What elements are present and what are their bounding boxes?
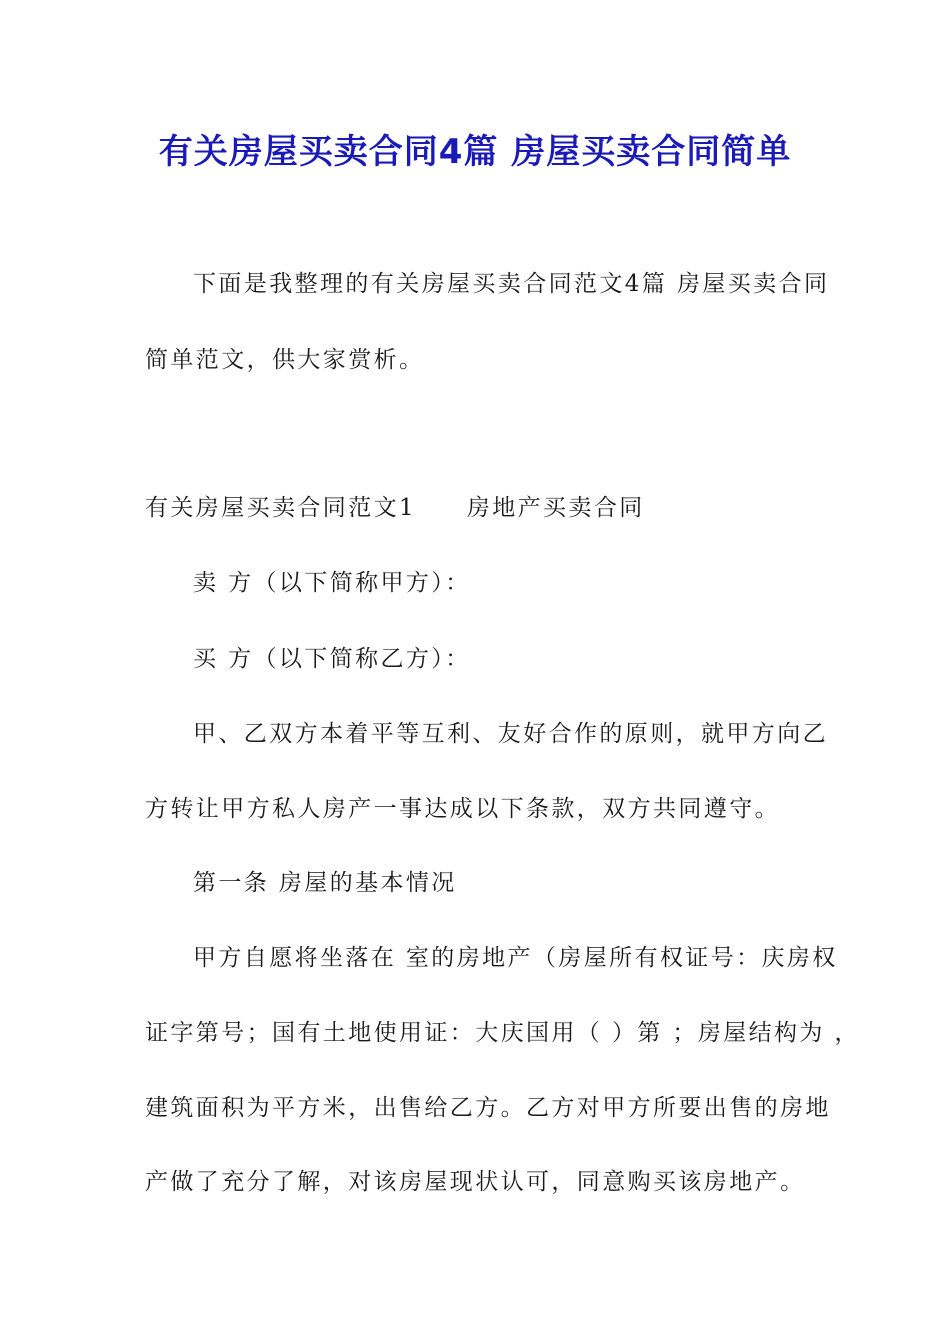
intro-paragraph-line-1: 下面是我整理的有关房屋买卖合同范文4篇 房屋买卖合同 bbox=[193, 271, 830, 297]
article-paragraph-line-1: 甲方自愿将坐落在 室的房地产（房屋所有权证号：庆房权 bbox=[193, 945, 838, 971]
article-paragraph-line-4: 产做了充分了解，对该房屋现状认可，同意购买该房地产。 bbox=[145, 1169, 806, 1195]
seller-line: 卖 方（以下简称甲方）： bbox=[193, 570, 471, 596]
article-heading: 第一条 房屋的基本情况 bbox=[193, 870, 457, 896]
intro-paragraph-line-2: 简单范文，供大家赏析。 bbox=[145, 347, 425, 373]
preamble-line-2: 方转让甲方私人房产一事达成以下条款，双方共同遵守。 bbox=[145, 796, 780, 822]
section-heading: 有关房屋买卖合同范文1 房地产买卖合同 bbox=[145, 495, 645, 521]
document-title: 有关房屋买卖合同4篇 房屋买卖合同简单 bbox=[158, 132, 792, 172]
buyer-line: 买 方（以下简称乙方）： bbox=[193, 646, 471, 672]
preamble-line-1: 甲、乙双方本着平等互利、友好合作的原则，就甲方向乙 bbox=[193, 721, 828, 747]
article-paragraph-line-3: 建筑面积为平方米，出售给乙方。乙方对甲方所要出售的房地 bbox=[145, 1095, 831, 1121]
article-paragraph-line-2: 证字第号；国有土地使用证：大庆国用（ ）第 ；房屋结构为 ， bbox=[145, 1020, 860, 1046]
